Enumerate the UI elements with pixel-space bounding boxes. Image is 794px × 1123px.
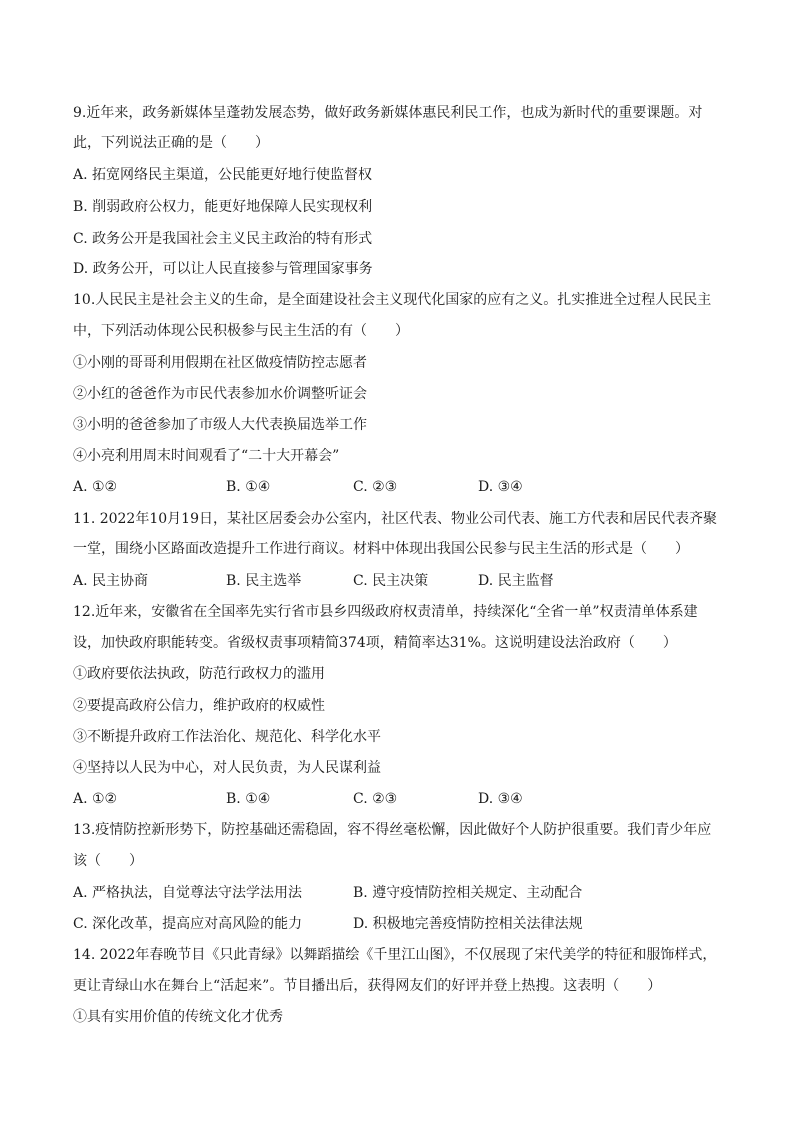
- question-14-stem-line-1: 14. 2022年春晚节目《只此青绿》以舞蹈描绘《千里江山图》，不仅展现了宋代美学的特征和服饰样式，: [73, 947, 717, 963]
- question-10-option-a: A. ①②: [73, 479, 118, 495]
- question-12-option-b: B. ①④: [226, 791, 271, 807]
- question-13-option-c: C. 深化改革，提高应对高风险的能力: [73, 916, 303, 932]
- question-9-stem-line-1: 9.近年来，政务新媒体呈蓬勃发展态势，做好政务新媒体惠民利民工作，也成为新时代的重要课题。对: [73, 105, 703, 121]
- question-12-option-d: D. ③④: [478, 791, 523, 807]
- question-12-statement-3: ③不断提升政府工作法治化、规范化、科学化水平: [73, 729, 381, 745]
- question-10-statement-1: ①小刚的哥哥利用假期在社区做疫情防控志愿者: [73, 355, 367, 371]
- question-10-statement-4: ④小亮利用周末时间观看了“二十大开幕会”: [73, 448, 340, 464]
- question-13-option-b: B. 遵守疫情防控相关规定、主动配合: [353, 885, 583, 901]
- question-12-statement-2: ②要提高政府公信力，维护政府的权威性: [73, 698, 325, 714]
- question-13-options-row-1: [73, 884, 723, 902]
- question-9-option-d: D. 政务公开，可以让人民直接参与管理国家事务: [73, 261, 373, 277]
- question-13-option-a: A. 严格执法，自觉尊法守法学法用法: [73, 885, 303, 901]
- question-10-options: [73, 478, 723, 496]
- question-12-stem-line-2: 设，加快政府职能转变。省级权责事项精简374项，精简率达31%。这说明建设法治政府（ ）: [73, 635, 677, 651]
- question-12-option-a: A. ①②: [73, 791, 118, 807]
- question-9-stem-line-2: 此，下列说法正确的是（ ）: [73, 135, 269, 151]
- question-13-option-d: D. 积极地完善疫情防控相关法律法规: [353, 916, 583, 932]
- question-10-stem-line-2: 中，下列活动体现公民积极参与民主生活的有（ ）: [73, 323, 409, 339]
- question-12-statement-4: ④坚持以人民为中心，对人民负责，为人民谋利益: [73, 760, 381, 776]
- question-11-option-b: B. 民主选举: [226, 573, 302, 589]
- question-10-option-b: B. ①④: [226, 479, 271, 495]
- question-12-statement-1: ①政府要依法执政，防范行政权力的滥用: [73, 666, 325, 682]
- question-14-statement-1: ①具有实用价值的传统文化才优秀: [73, 1009, 283, 1025]
- question-11-option-a: A. 民主协商: [73, 573, 149, 589]
- question-10-statement-3: ③小明的爸爸参加了市级人大代表换届选举工作: [73, 417, 367, 433]
- question-10-stem-line-1: 10.人民民主是社会主义的生命，是全面建设社会主义现代化国家的应有之义。扎实推进全过程人民民主: [73, 292, 712, 308]
- question-11-options: [73, 572, 723, 590]
- question-14-stem-line-2: 更让青绿山水在舞台上“活起来”。节目播出后，获得网友们的好评并登上热搜。这表明（ ）: [73, 978, 662, 994]
- question-10-option-c: C. ②③: [353, 479, 398, 495]
- question-10-statement-2: ②小红的爸爸作为市民代表参加水价调整听证会: [73, 386, 367, 402]
- question-9-option-c: C. 政务公开是我国社会主义民主政治的特有形式: [73, 231, 373, 247]
- question-11-option-c: C. 民主决策: [353, 573, 429, 589]
- question-11-stem-line-1: 11. 2022年10月19日，某社区居委会办公室内，社区代表、物业公司代表、施工方代表和居民代表齐聚: [73, 511, 717, 527]
- question-12-stem-line-1: 12.近年来，安徽省在全国率先实行省市县乡四级政府权责清单，持续深化“全省一单”权责清单体系建: [73, 604, 698, 620]
- question-9-option-a: A. 拓宽网络民主渠道，公民能更好地行使监督权: [73, 167, 373, 183]
- question-10-option-d: D. ③④: [478, 479, 523, 495]
- question-12-option-c: C. ②③: [353, 791, 398, 807]
- question-12-options: [73, 790, 723, 808]
- question-9-option-b: B. 削弱政府公权力，能更好地保障人民实现权利: [73, 199, 373, 215]
- question-13-options-row-2: [73, 915, 723, 933]
- question-11-option-d: D. 民主监督: [478, 573, 554, 589]
- question-11-stem-line-2: 一堂，围绕小区路面改造提升工作进行商议。材料中体现出我国公民参与民主生活的形式是（ ）: [73, 541, 689, 557]
- question-13-stem-line-1: 13.疫情防控新形势下，防控基础还需稳固，容不得丝毫松懈，因此做好个人防护很重要。我们青少年应: [73, 822, 712, 838]
- question-13-stem-line-2: 该（ ）: [73, 853, 143, 869]
